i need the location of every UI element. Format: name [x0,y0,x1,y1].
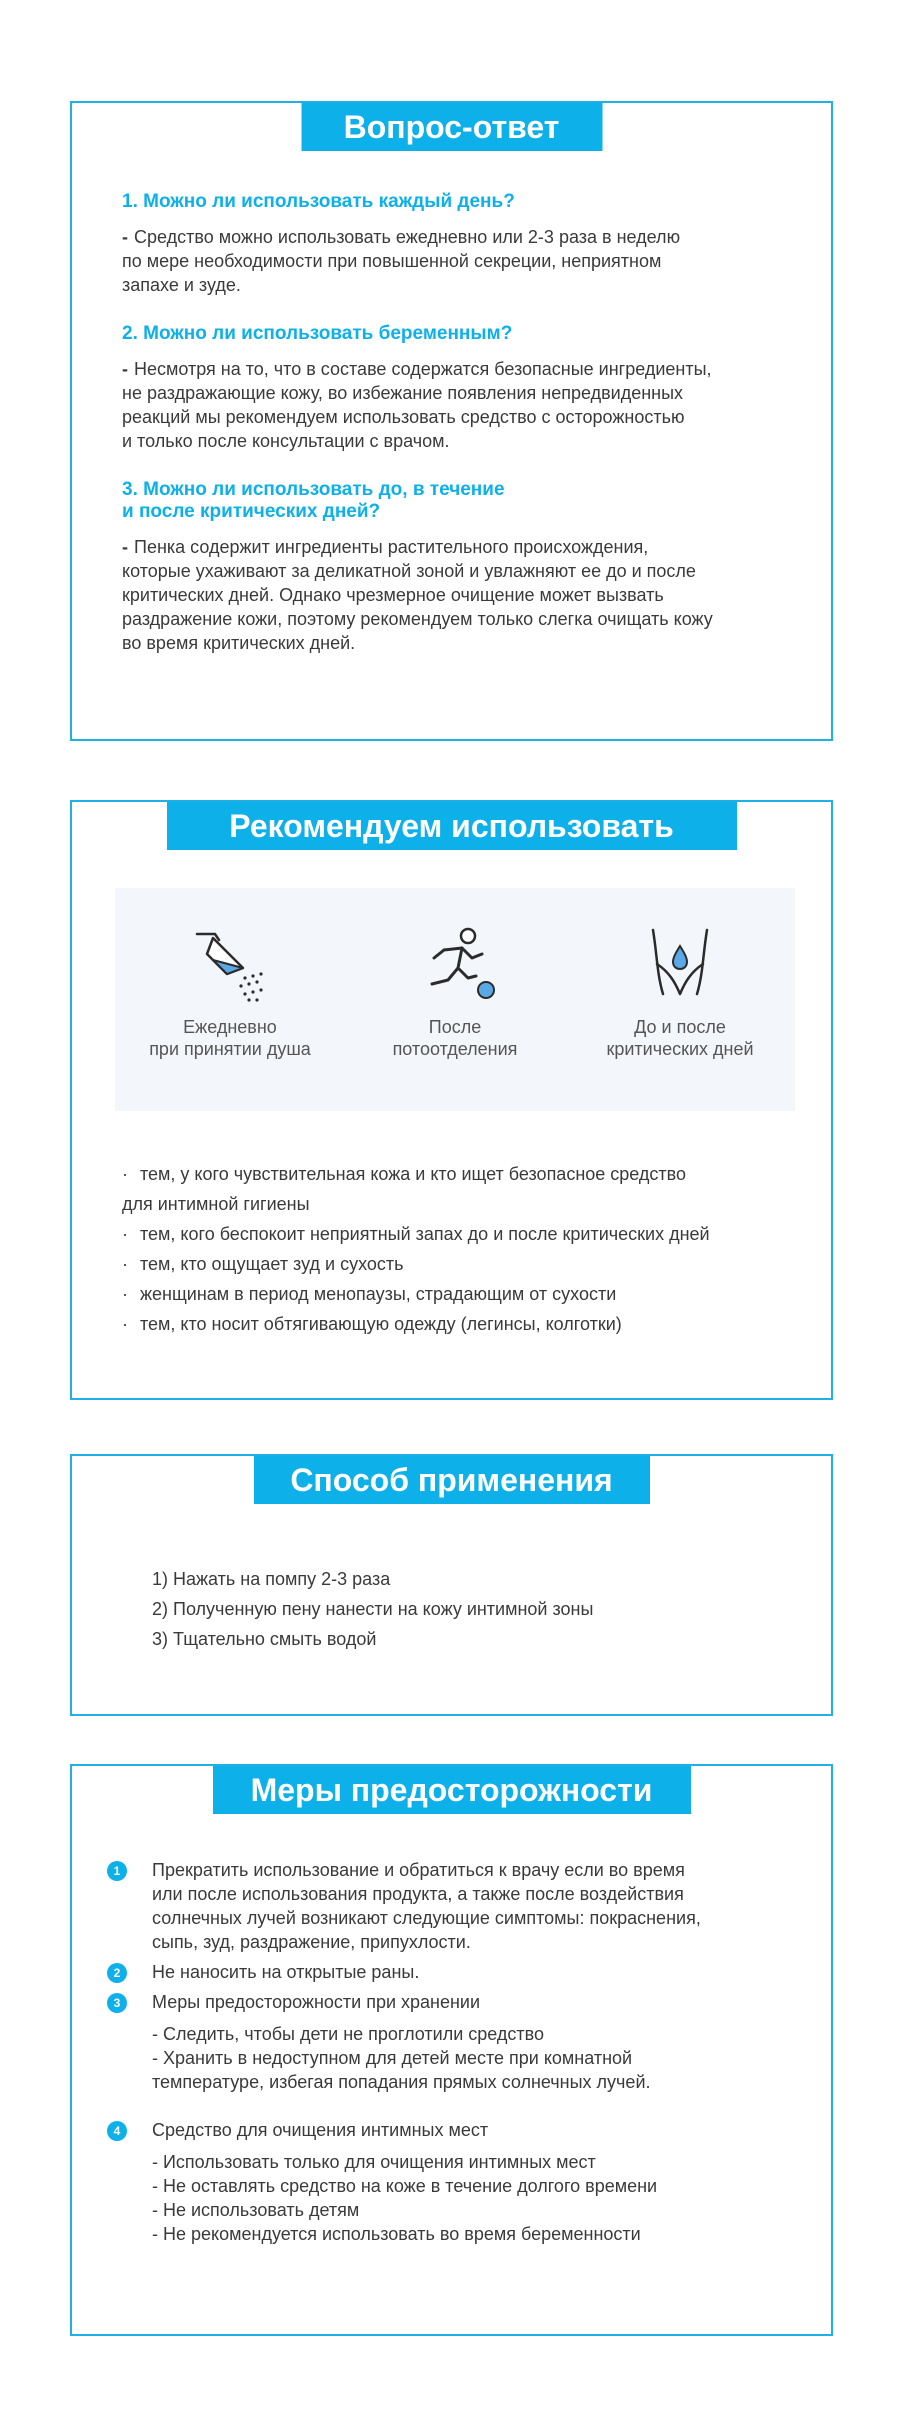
usage-step: 3) Тщательно смыть водой [152,1629,377,1649]
faq-answer [122,357,802,453]
number-badge: 1 [107,1861,127,1881]
usage-steps [152,1564,593,1654]
faq-answer-text: Пенка содержит ингредиенты растительного происхождения, которые ухаживают за деликатной зоной и увлажняют ее до и после критических дней. Однако чрезмерное очищение может вызвать раздражение кожи, поэтому рекомендуем только слегка очищать кожу во время критических дней. [122,537,713,653]
shower-icon [185,924,275,1004]
number-badge: 3 [107,1993,127,2013]
recommend-icon-item [565,888,795,1111]
faq-item [122,191,802,297]
list-item-text: для интимной гигиены [122,1194,310,1214]
faq-question: 1. Можно ли использовать каждый день? [122,191,515,212]
list-item [122,1159,802,1189]
usage-step: 1) Нажать на помпу 2-3 раза [152,1569,391,1589]
list-item [122,1219,802,1249]
usage-step: 2) Полученную пену нанести на кожу интимной зоны [152,1599,594,1619]
precaution-subtext: - Следить, чтобы дети не проглотили средство - Хранить в недоступном для детей месте при комнатной температуре, избегая попадания прямых солнечных лучей. [152,2024,651,2092]
recommend-icon-label: После потоотделения [392,1017,518,1059]
bullet: · [122,1284,128,1304]
number-badge: 4 [107,2121,127,2141]
bullet: · [122,1254,128,1274]
recommend-icon-label: Ежедневно при принятии душа [149,1017,311,1059]
list-item [122,1249,802,1279]
list-item [122,1309,802,1339]
usage-title: Способ применения [254,1456,650,1504]
bullet: · [122,1314,128,1334]
precaution-item [107,2118,807,2246]
recommend-icon-label: До и после критических дней [606,1017,754,1059]
list-item-text: тем, у кого чувствительная кожа и кто ищет безопасное средство [140,1164,687,1184]
recommend-list [122,1159,802,1339]
menstruation-icon [635,924,725,1004]
recommend-icon-item [340,888,570,1111]
faq-answer-text: Средство можно использовать ежедневно или 2-3 раза в неделю по мере необходимости при повышенной секреции, неприятном запахе и зуде. [122,227,681,295]
list-item-text: тем, кого беспокоит неприятный запах до и после критических дней [140,1224,710,1244]
faq-answer-dash: - [122,537,128,557]
precautions-section [70,1764,833,2336]
precaution-item [107,1990,807,2094]
precautions-title: Меры предосторожности [213,1766,691,1814]
bullet: · [122,1224,128,1244]
list-item-text: женщинам в период менопаузы, страдающим от сухости [140,1284,617,1304]
faq-question: 3. Можно ли использовать до, в течение и после критических дней? [122,479,505,522]
faq-question: 2. Можно ли использовать беременным? [122,323,513,344]
recommend-icon-item [115,888,345,1111]
recommend-icons-panel [115,888,795,1111]
list-item-text: тем, кто носит обтягивающую одежду (легинсы, колготки) [140,1314,622,1334]
precaution-item [107,1858,807,1954]
faq-answer-dash: - [122,359,128,379]
precaution-text: Прекратить использование и обратиться к врачу если во время или после использования продукта, а также после воздействия солнечных лучей возникают следующие симптомы: покраснения, сыпь, зуд, раздражение, припухлости. [152,1860,701,1952]
precaution-text: Средство для очищения интимных мест [152,2120,489,2140]
list-item-text: тем, кто ощущает зуд и сухость [140,1254,404,1274]
recommend-title: Рекомендуем использовать [167,802,737,850]
faq-answer-text: Несмотря на то, что в составе содержатся безопасные ингредиенты, не раздражающие кожу, во избежание появления непредвиденных реакций мы рекомендуем использовать средство с осторожностью и только после консультации с врачом. [122,359,712,451]
list-item [122,1279,802,1309]
number-badge: 2 [107,1963,127,1983]
precaution-text: Не наносить на открытые раны. [152,1962,420,1982]
running-icon [410,924,500,1004]
recommend-section [70,800,833,1400]
faq-answer [122,225,802,297]
faq-item [122,479,802,655]
precaution-text: Меры предосторожности при хранении [152,1992,481,2012]
faq-list [122,191,802,681]
precautions-list [107,1858,807,2252]
faq-section [70,101,833,741]
faq-answer-dash: - [122,227,128,247]
precaution-subtext: - Использовать только для очищения интимных мест - Не оставлять средство на коже в течение долгого времени - Не использовать детям - Не рекомендуется использовать во время беременности [152,2152,658,2244]
faq-title: Вопрос-ответ [301,103,602,151]
faq-answer [122,535,802,655]
list-item [122,1189,802,1219]
usage-section [70,1454,833,1716]
precaution-item [107,1960,807,1984]
faq-item [122,323,802,453]
bullet: · [122,1164,128,1184]
